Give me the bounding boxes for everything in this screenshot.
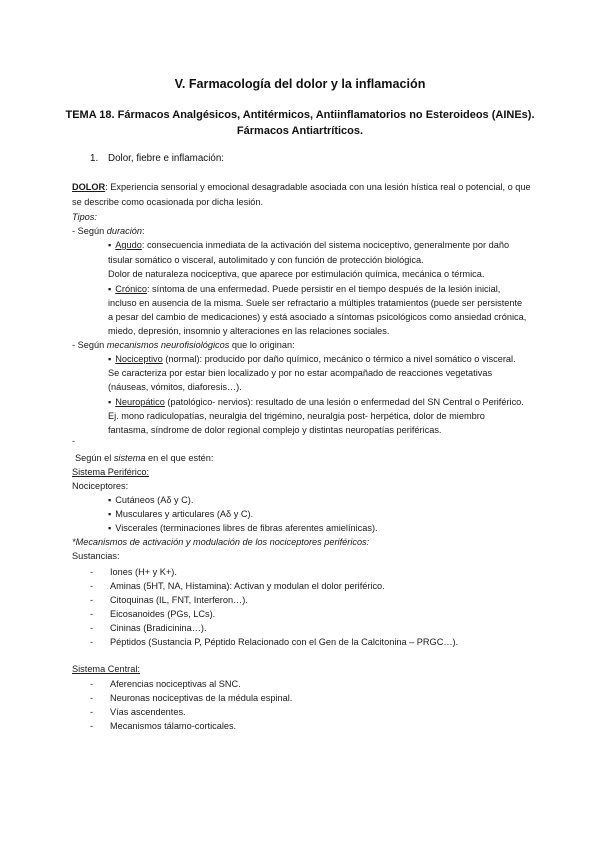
sustancia-dash: - — [90, 637, 94, 647]
cronico-line2: incluso en ausencia de la misma. Suele ser refractario a múltiples tratamientos (puede ser persistente — [108, 298, 523, 308]
part-title: V. Farmacología del dolor y la inflamación — [174, 77, 426, 91]
nociceptores-label: Nociceptores: — [72, 481, 129, 491]
nociceptor-item: ▪ Viscerales (terminaciones libres de fibras aferentes amielínicas). — [108, 522, 378, 534]
central-dash: - — [90, 693, 94, 703]
central-item: Mecanismos tálamo-corticales. — [110, 721, 237, 731]
sistema-central-title: Sistema Central: — [72, 664, 140, 674]
cronico-line1: ▪ Crónico: síntoma de una enfermedad. Puede persistir en el tiempo después de la lesión inicial, — [108, 283, 500, 295]
nociceptivo-line1: ▪ Nociceptivo (normal): producido por daño químico, mecánico o térmico a nivel somático o visceral. — [108, 353, 516, 365]
cronico-line3: a pesar del cambio de medicaciones) y está asociado a síntomas psicológicos como ansiedad crónica, — [108, 312, 527, 322]
central-item: Aferencias nociceptivas al SNC. — [110, 679, 241, 689]
sustancia-item: Aminas (5HT, NA, Histamina): Activan y modulan el dolor periférico. — [110, 581, 385, 591]
section1-title: Dolor, fiebre e inflamación: — [108, 153, 224, 164]
nociceptivo-line3: (náuseas, vómitos, diaforesis…). — [108, 382, 242, 392]
sustancia-item: Péptidos (Sustancia P, Péptido Relacionado con el Gen de la Calcitonina – PRGC…). — [110, 637, 459, 647]
sustancia-item: Eicosanoides (PGs, LCs). — [110, 609, 216, 619]
central-dash: - — [90, 707, 94, 717]
central-dash: - — [90, 721, 94, 731]
tipos-label: Tipos: — [72, 212, 97, 222]
sustancia-item: Cininas (Bradicinina…). — [110, 623, 207, 633]
sustancia-dash: - — [90, 567, 94, 577]
sustancias-label: Sustancias: — [72, 551, 120, 561]
sustancia-item: Iones (H+ y K+). — [110, 567, 177, 577]
topic-title-line2: Fármacos Antiartríticos. — [236, 125, 364, 137]
sustancia-dash: - — [90, 595, 94, 605]
mecanismos-heading: - Según mecanismos neurofisiológicos que lo originan: — [72, 340, 295, 350]
mecanismos-note: *Mecanismos de activación y modulación de los nociceptores periféricos: — [72, 537, 370, 547]
central-item: Neuronas nociceptivas de la médula espinal. — [110, 693, 293, 703]
neuropatico-line2: Ej. mono radiculopatías, neuralgia del trigémino, neuralgia post- herpética, dolor de miembro — [108, 411, 485, 421]
neuropatico-line1: ▪ Neuropático (patológico- nervios): resultado de una lesión o enfermedad del SN Central o Periférico. — [108, 396, 524, 408]
dolor-definition-line1: DOLOR: Experiencia sensorial y emocional desagradable asociada con una lesión hística real o potencial, o que — [72, 182, 531, 192]
central-item: Vías ascendentes. — [110, 707, 186, 717]
agudo-line3: Dolor de naturaleza nociceptiva, que aparece por estimulación química, mecánica o térmica. — [108, 269, 485, 279]
dolor-definition-line2: se describe como ocasionada por dicha lesión. — [72, 197, 264, 207]
agudo-line2: tisular somático o visceral, autolimitado y con función de protección biológica. — [108, 255, 424, 265]
nociceptor-item: ▪ Musculares y articulares (Aδ y C). — [108, 508, 253, 520]
sustancia-dash: - — [90, 609, 94, 619]
sustancia-dash: - — [90, 623, 94, 633]
section1-number: 1. — [90, 153, 99, 164]
sistema-intro: Según el sistema en el que estén: — [75, 453, 214, 463]
stray-dash: - — [72, 436, 76, 446]
topic-title-line1: TEMA 18. Fármacos Analgésicos, Antitérmicos, Antiinflamatorios no Esteroideos (AINEs). — [65, 109, 535, 121]
duracion-heading: - Según duración: — [72, 226, 145, 236]
sustancia-dash: - — [90, 581, 94, 591]
agudo-line1: ▪ Agudo: consecuencia inmediata de la activación del sistema nociceptivo, generalmente por daño — [108, 239, 509, 251]
sustancia-item: Citoquinas (IL, FNT, Interferon…). — [110, 595, 248, 605]
dolor-term: DOLOR — [72, 182, 106, 192]
central-dash: - — [90, 679, 94, 689]
nociceptivo-line2: Se caracteriza por estar bien localizado y por no estar acompañado de reacciones vegetativas — [108, 368, 493, 378]
cronico-line4: miedo, depresión, insomnio y alteraciones en las relaciones sociales. — [108, 326, 390, 336]
neuropatico-line3: fantasma, síndrome de dolor regional complejo y distintas neuropatías periféricas. — [108, 425, 442, 435]
nociceptor-item: ▪ Cutáneos (Aδ y C). — [108, 494, 193, 506]
sistema-periferico-title: Sistema Periférico: — [72, 467, 150, 477]
